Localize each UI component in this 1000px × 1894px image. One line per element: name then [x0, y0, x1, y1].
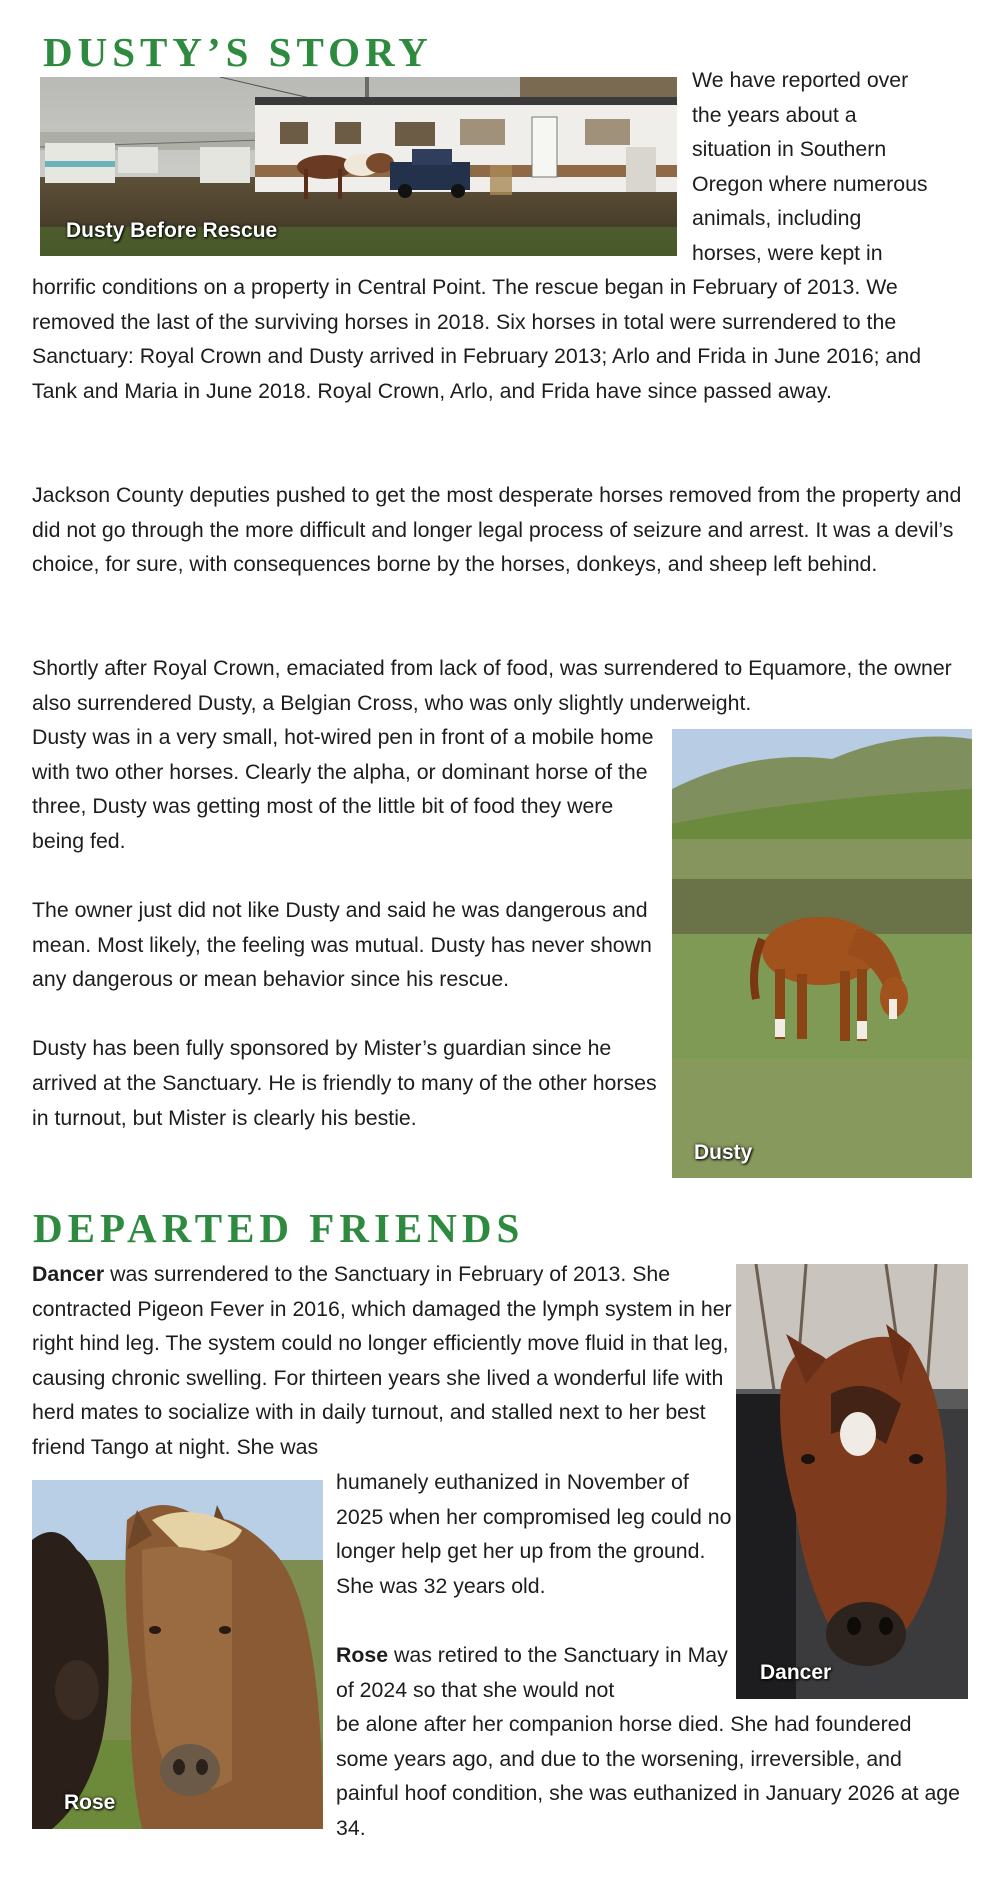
photo-caption-rose: Rose	[64, 1791, 116, 1814]
wrap-line: animals, including	[692, 206, 862, 231]
dancer-name: Dancer	[32, 1262, 105, 1286]
paragraph-dusty-owner: The owner just did not like Dusty and said he was dangerous and mean. Most likely, the feeling was mutual. Dusty has never shown any dangerous or mean behavior since his rescue.	[32, 897, 652, 992]
photo-caption-dusty-before-rescue: Dusty Before Rescue	[66, 219, 278, 242]
section-heading-departed-friends: DEPARTED FRIENDS	[33, 1205, 525, 1251]
rose-text-part1: was retired to the Sanctuary in May of 2024 so that she would not	[336, 1643, 728, 1702]
wrap-line: horses, were kept in	[692, 240, 883, 265]
intro-wrapped-lines	[692, 63, 992, 271]
rose-name: Rose	[336, 1643, 389, 1667]
wrap-line: Oregon where numerous	[692, 171, 928, 196]
paragraph-rose	[336, 1638, 732, 1707]
photo-dusty-before-rescue	[40, 77, 677, 256]
paragraph-rose-continued	[336, 1707, 966, 1845]
paragraph-dusty-sponsored: Dusty has been fully sponsored by Mister’s guardian since he arrived at the Sanctuary. He is friendly to many of the other horses in turnout, but Mister is clearly his bestie.	[32, 1036, 657, 1130]
rose-horses-image	[32, 1480, 323, 1829]
photo-caption-dancer: Dancer	[760, 1661, 832, 1684]
paragraph-dusty-surrendered	[32, 651, 970, 720]
photo-dancer	[736, 1264, 968, 1699]
paragraph-dancer-continued	[336, 1465, 734, 1603]
paragraph-text	[32, 1257, 734, 1465]
dancer-text-part2: humanely euthanized in November of 2025 when her compromised leg could no longer help get her up from the ground. She was 32 years old.	[336, 1470, 732, 1598]
wrap-line: We have reported over	[692, 68, 909, 92]
dancer-text-part1: was surrendered to the Sanctuary in February of 2013. She contracted Pigeon Fever in 2016, which damaged the lymph system in her right hind leg. The system could no longer efficiently move fluid in that leg, causing chronic swelling. For thirteen years she lived a wonderful life with herd mates to socialize with in daily turnout, and stalled next to her best friend Tango at night. She was	[32, 1262, 732, 1459]
paragraph-text: horrific conditions on a property in Central Point. The rescue began in February of 2013. We removed the last of the surviving horses in 2018. Six horses in total were surrendered to the Sanctuary: Royal Crown and Dusty arrived in February 2013; Arlo and Frida in June 2016; and Tank and Maria in June 2018. Royal Crown, Arlo, and Frida have since passed away.	[32, 275, 922, 403]
photo-rose	[32, 1480, 323, 1829]
paragraph-text: Jackson County deputies pushed to get the most desperate horses removed from the property and did not go through the more difficult and longer legal process of seizure and arrest. It was a devil’s choice, for sure, with consequences borne by the horses, donkeys, and sheep left behind.	[32, 483, 962, 577]
paragraph-jackson-county	[32, 478, 970, 582]
paragraph-rescue-summary	[32, 270, 970, 408]
dusty-left-column	[32, 720, 668, 1135]
paragraph-dusty-pen: Dusty was in a very small, hot-wired pen in front of a mobile home with two other horses. Clearly the alpha, or dominant horse of the three, Dusty was getting most of the little bit of food they were being fed.	[32, 725, 654, 853]
section-heading-dustys-story: DUSTY’S STORY	[43, 29, 433, 75]
wrap-line: the years about a	[692, 102, 857, 127]
photo-dusty-grazing	[672, 729, 972, 1178]
paragraph-dancer	[32, 1257, 734, 1465]
horse-grazing-image	[672, 729, 972, 1178]
photo-caption-dusty: Dusty	[694, 1141, 753, 1164]
paragraph-text: Shortly after Royal Crown, emaciated from lack of food, was surrendered to Equamore, the owner also surrendered Dusty, a Belgian Cross, who was only slightly underweight.	[32, 656, 952, 715]
paragraph-text	[336, 1638, 732, 1707]
dancer-horse-image	[736, 1264, 968, 1699]
wrap-line: situation in Southern	[692, 137, 887, 162]
rose-text-part2: be alone after her companion horse died. She had foundered some years ago, and due to the worsening, irreversible, and painful hoof condition, she was euthanized in January 2026 at age 34.	[336, 1712, 960, 1840]
